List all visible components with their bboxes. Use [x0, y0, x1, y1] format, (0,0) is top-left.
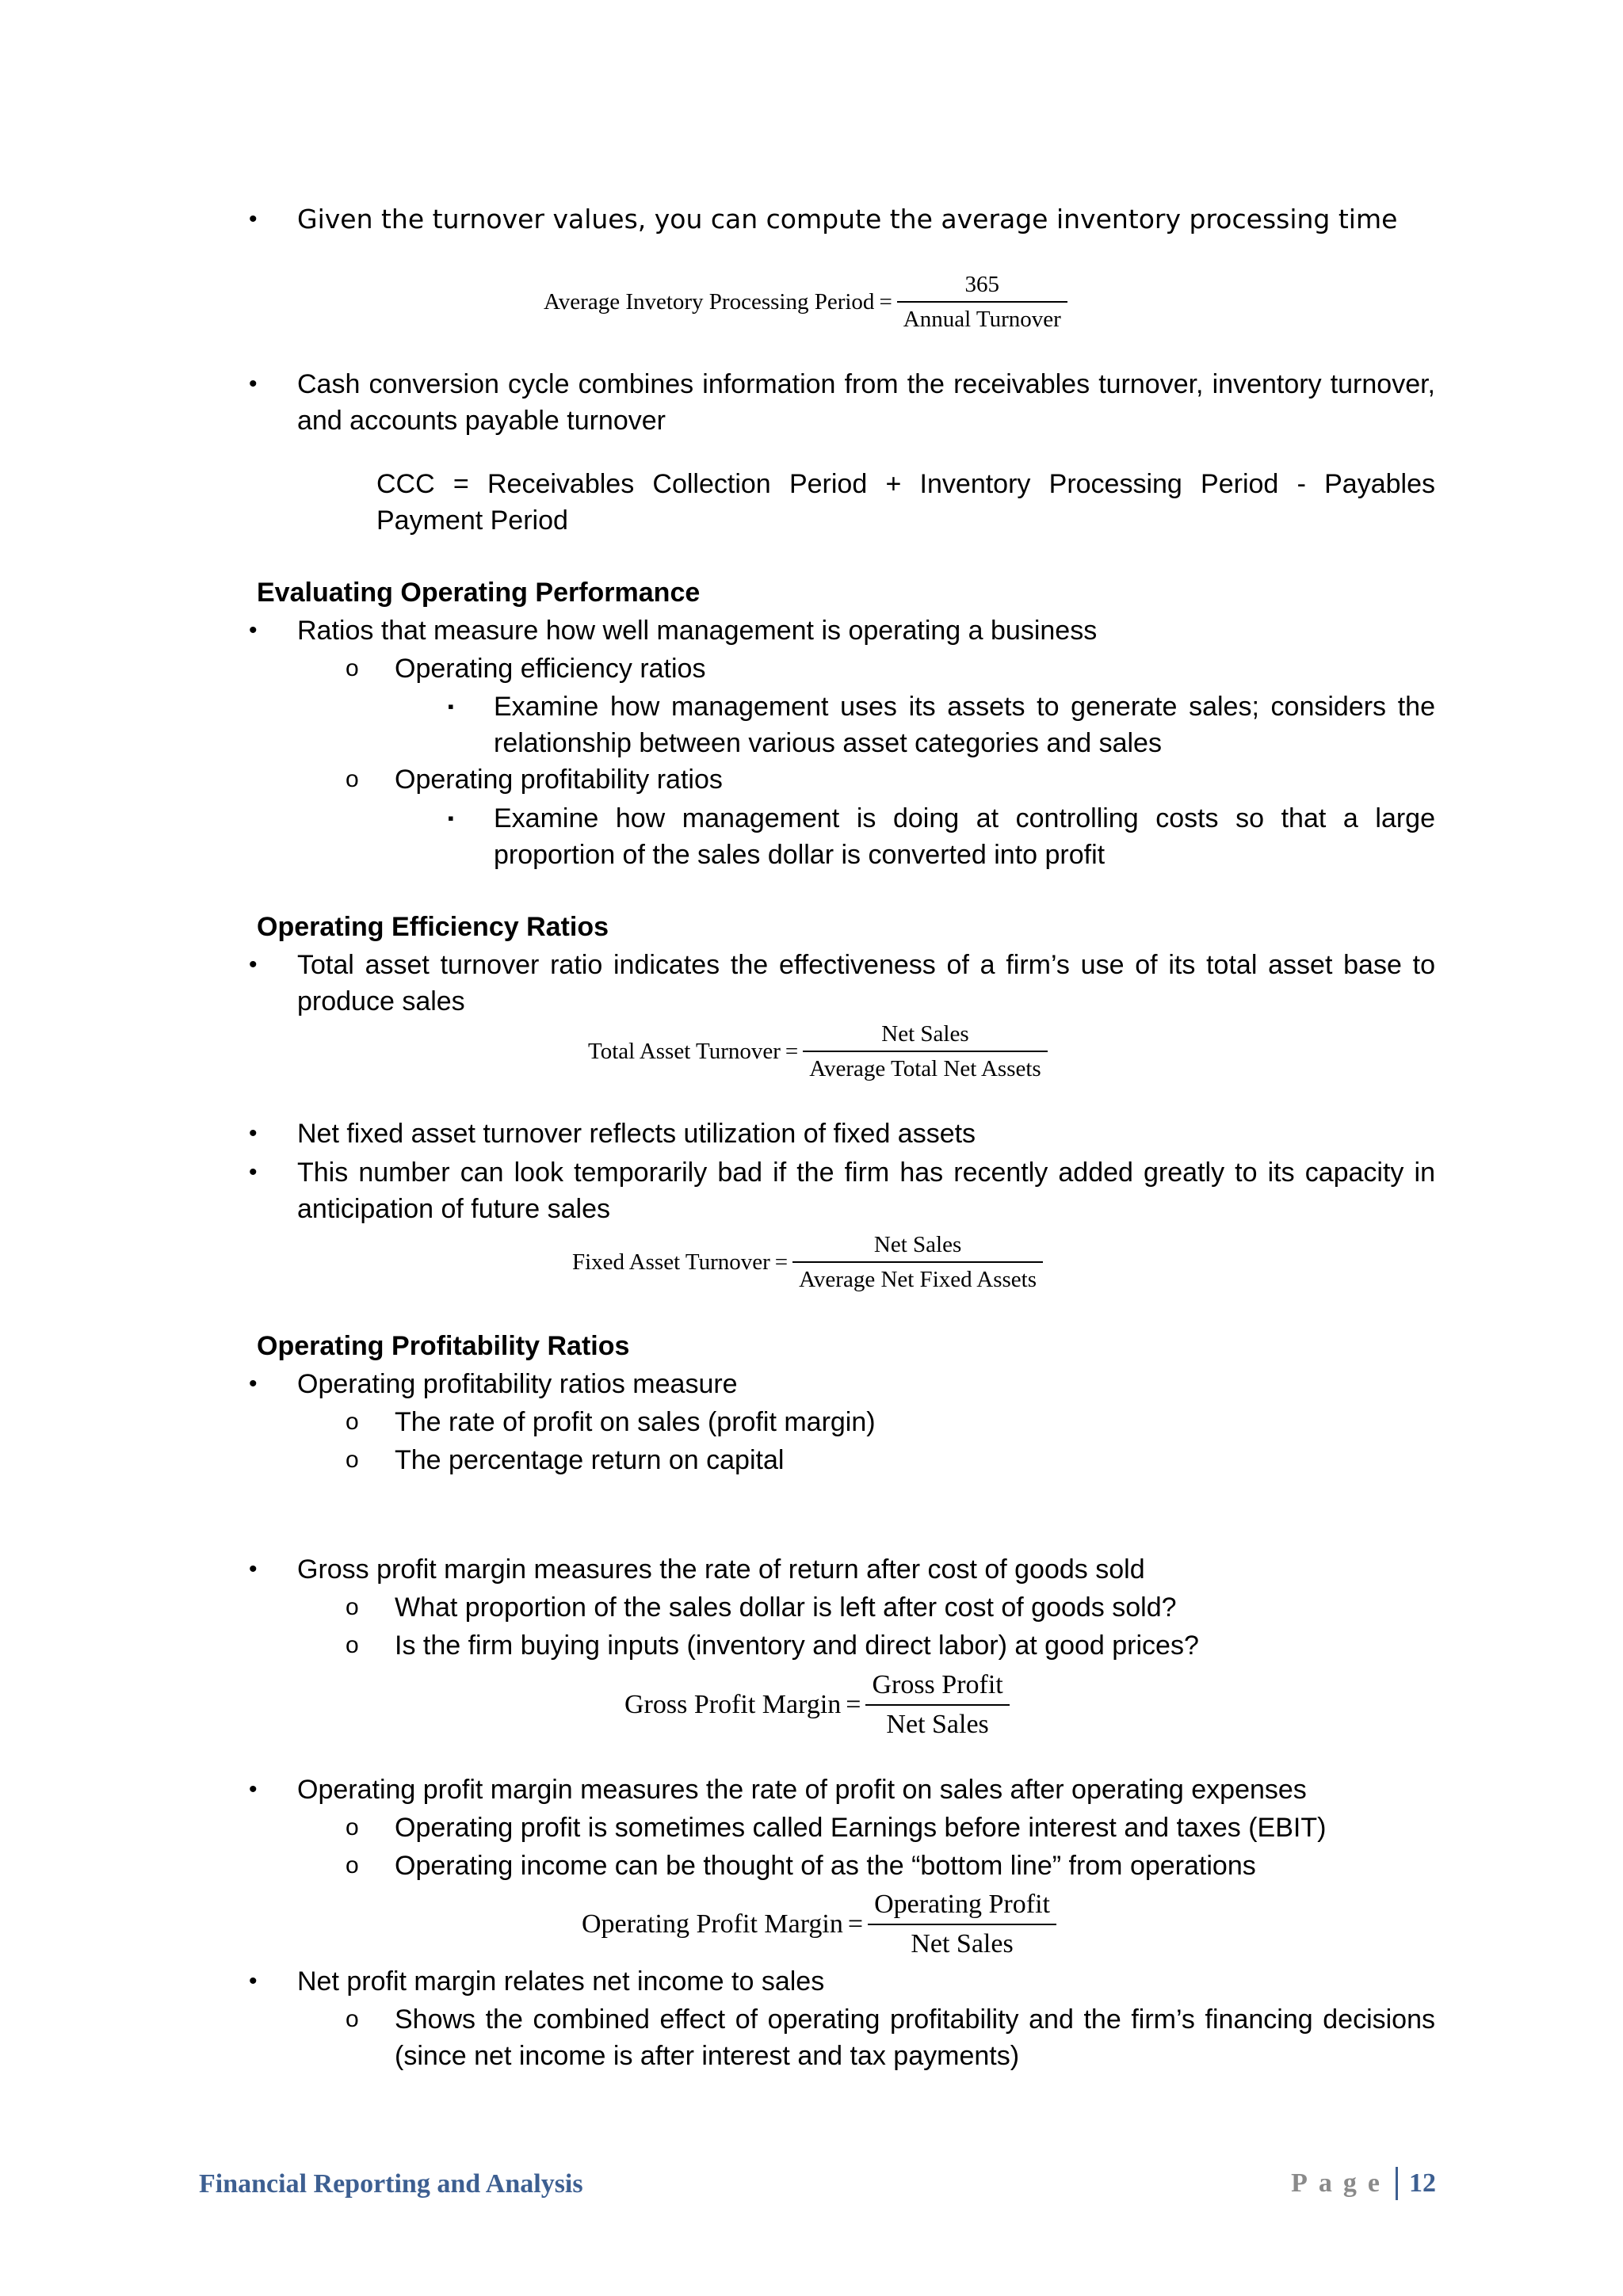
- formula-denominator: Net Sales: [886, 1710, 989, 1739]
- formula-denominator: Net Sales: [911, 1929, 1014, 1958]
- formula-equals: =: [846, 1690, 861, 1719]
- bullet-icon: •: [249, 1776, 258, 1802]
- page-number: 12: [1409, 2168, 1436, 2198]
- circle-bullet-icon: o: [346, 1814, 359, 1840]
- intro-text: Given the turnover values, you can compute the average inventory processing time: [297, 204, 1398, 235]
- ccc-formula: CCC = Receivables Collection Period + Inventory Processing Period - Payables Payment Period: [376, 469, 1435, 536]
- square-bullet-icon: ▪: [448, 696, 454, 716]
- bullet-icon: •: [249, 1120, 258, 1146]
- profitability-bullet2: Gross profit margin measures the rate of return after cost of goods sold: [297, 1554, 1145, 1585]
- profitability-bullet1-sub2: The percentage return on capital: [395, 1445, 785, 1475]
- circle-bullet-icon: o: [346, 1409, 359, 1435]
- formula-gross-profit-margin: [624, 1668, 1010, 1742]
- profitability-bullet1-sub1: The rate of profit on sales (profit margin): [395, 1407, 876, 1437]
- profitability-bullet3: Operating profit margin measures the rate of profit on sales after operating expenses: [297, 1775, 1307, 1805]
- circle-bullet-icon: o: [346, 1594, 359, 1620]
- profitability-bullet3-sub2: Operating income can be thought of as the “bottom line” from operations: [395, 1851, 1256, 1881]
- page-separator: [1396, 2167, 1398, 2200]
- formula-total-asset-turnover: [588, 1019, 1048, 1084]
- formula-fraction: [803, 1019, 1047, 1084]
- circle-bullet-icon: o: [346, 2006, 359, 2032]
- formula-denominator: Average Total Net Assets: [809, 1056, 1041, 1081]
- section-heading-efficiency: Operating Efficiency Ratios: [257, 912, 609, 942]
- formula-equals: =: [879, 288, 892, 315]
- bullet-icon: •: [249, 617, 258, 643]
- formula-equals: =: [847, 1909, 864, 1939]
- formula-numerator: Net Sales: [792, 1230, 1043, 1263]
- evaluating-bullet: Ratios that measure how well management is operating a business: [297, 616, 1098, 646]
- formula-label: Gross Profit Margin: [624, 1690, 842, 1719]
- evaluating-sub1: Operating efficiency ratios: [395, 654, 706, 684]
- formula-fraction: [868, 1887, 1056, 1962]
- formula-equals: =: [774, 1249, 789, 1275]
- formula-fixed-asset-turnover: [572, 1230, 1043, 1295]
- bullet-icon: •: [249, 206, 258, 232]
- formula-label: Operating Profit Margin: [582, 1909, 843, 1939]
- formula-numerator: Operating Profit: [868, 1887, 1056, 1925]
- profitability-bullet3-sub1: Operating profit is sometimes called Earnings before interest and taxes (EBIT): [395, 1813, 1327, 1843]
- profitability-bullet2-sub2: Is the firm buying inputs (inventory and direct labor) at good prices?: [395, 1630, 1199, 1661]
- bullet-icon: •: [249, 1371, 258, 1397]
- bullet-icon: •: [249, 952, 258, 978]
- bullet-icon: •: [249, 371, 258, 397]
- circle-bullet-icon: o: [346, 1852, 359, 1878]
- section-heading-profitability: Operating Profitability Ratios: [257, 1331, 630, 1361]
- formula-numerator: 365: [897, 269, 1067, 303]
- evaluating-sub2-detail: Examine how management is doing at controlling costs so that a large proportion of the sales dollar is converted into profit: [494, 803, 1435, 870]
- bullet-icon: •: [249, 1968, 258, 1994]
- formula-numerator: Net Sales: [803, 1019, 1047, 1052]
- profitability-bullet4-sub1: Shows the combined effect of operating profitability and the firm’s financing decisions (since net income is after interest and tax payments): [395, 2004, 1435, 2071]
- circle-bullet-icon: o: [346, 655, 359, 681]
- formula-numerator: Gross Profit: [865, 1668, 1009, 1706]
- formula-inventory-processing: [544, 269, 1067, 334]
- formula-fraction: [865, 1668, 1009, 1742]
- evaluating-sub2: Operating profitability ratios: [395, 765, 723, 795]
- efficiency-bullet1: Total asset turnover ratio indicates the effectiveness of a firm’s use of its total asset base to produce sales: [297, 950, 1435, 1016]
- formula-label: Total Asset Turnover: [588, 1038, 781, 1064]
- footer-title: Financial Reporting and Analysis: [199, 2169, 583, 2199]
- page-label: Page: [1291, 2168, 1391, 2198]
- efficiency-bullet2: Net fixed asset turnover reflects utilization of fixed assets: [297, 1119, 976, 1149]
- bullet-icon: •: [249, 1556, 258, 1582]
- square-bullet-icon: ▪: [448, 808, 454, 828]
- circle-bullet-icon: o: [346, 1632, 359, 1658]
- footer-page-number: [1291, 2167, 1436, 2200]
- circle-bullet-icon: o: [346, 766, 359, 792]
- circle-bullet-icon: o: [346, 1447, 359, 1473]
- formula-label: Fixed Asset Turnover: [572, 1249, 770, 1275]
- profitability-bullet2-sub1: What proportion of the sales dollar is left after cost of goods sold?: [395, 1592, 1177, 1623]
- efficiency-bullet3: This number can look temporarily bad if the firm has recently added greatly to its capacity in anticipation of future sales: [297, 1158, 1435, 1224]
- formula-denominator: Annual Turnover: [903, 307, 1061, 332]
- formula-denominator: Average Net Fixed Assets: [799, 1267, 1037, 1292]
- formula-fraction: [897, 269, 1067, 334]
- profitability-bullet4: Net profit margin relates net income to sales: [297, 1966, 825, 1997]
- section-heading-evaluating: Evaluating Operating Performance: [257, 578, 701, 608]
- bullet-icon: •: [249, 1159, 258, 1185]
- formula-operating-profit-margin: [582, 1887, 1056, 1962]
- formula-label: Average Invetory Processing Period: [544, 288, 875, 315]
- ccc-description: Cash conversion cycle combines information from the receivables turnover, inventory turnover, and accounts payable turnover: [297, 369, 1435, 436]
- evaluating-sub1-detail: Examine how management uses its assets to generate sales; considers the relationship between various asset categories and sales: [494, 692, 1435, 758]
- formula-equals: =: [785, 1038, 799, 1064]
- profitability-bullet1: Operating profitability ratios measure: [297, 1369, 738, 1399]
- formula-fraction: [792, 1230, 1043, 1295]
